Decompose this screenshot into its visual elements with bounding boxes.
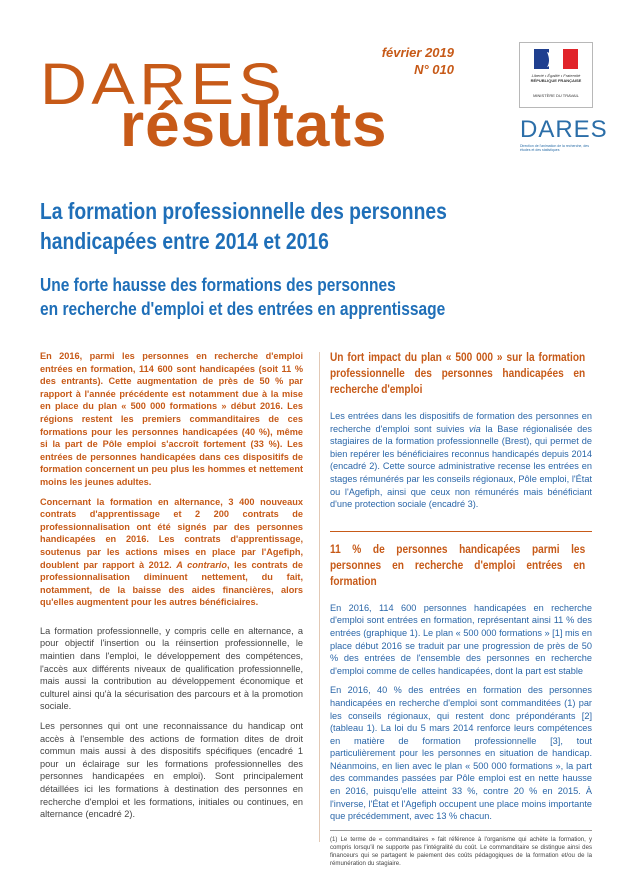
dares-logo <box>520 116 608 152</box>
subtitle-line-1: Une forte hausse des formations des personnes <box>40 274 396 295</box>
issue-number: N° 010 <box>414 62 454 77</box>
right-column <box>330 350 592 868</box>
body-paragraph-2: Les personnes qui ont une reconnaissance du handicap ont accès à l'ensemble des actions de formation dites de droit commun mais aussi à des dispositifs spécifiques (encadré 1 pour un éclairage sur les formations professionnelles des personnes handicapées en emploi). Sont principalement détaillées ici les formations à destination des personnes en recherche d'emploi et les formations, initiales ou continues, en alternance (encadré 2). <box>40 721 303 820</box>
section-2-heading: 11 % de personnes handicapées parmi les personnes en recherche d'emploi entrées en formation <box>330 543 586 588</box>
column-divider <box>319 352 320 842</box>
title-line-2: handicapées entre 2014 et 2016 <box>40 228 329 254</box>
title-line-1: La formation professionnelle des personnes <box>40 198 447 224</box>
republic-text: Liberté • Égalité • Fraternité RÉPUBLIQUE FRANÇAISE <box>530 73 582 83</box>
section-1-paragraph: Les entrées dans les dispositifs de formation des personnes en recherche d'emploi sont suivies via la Base régionalisée des stagiaires de la formation professionnelle (Brest), qui permet de bien repérer les bénéficiaires reconnus handicapés depuis 2014 (encadré 2). Cette source administrative recense les entrées en stages rémunérés par les conseils régionaux, Pôle emploi, l'État ou l'Agefiph, ainsi que ceux non rémunérés mais bénéficiant d'une protection sociale (encadré 3). <box>330 411 592 510</box>
section-1-heading: Un fort impact du plan « 500 000 » sur la formation professionnelle des personnes handicapées en recherche d'emploi <box>330 352 586 396</box>
issue-date: février 2019 <box>381 45 454 60</box>
dares-logo-subtitle: Direction de l'animation de la recherche, des études et des statistiques <box>520 144 589 152</box>
footnote-rule <box>330 830 592 831</box>
ministry-logo <box>519 42 593 108</box>
left-column <box>40 350 303 828</box>
ministry-name: MINISTÈRE DU TRAVAIL <box>533 93 579 98</box>
page-subtitle <box>40 273 510 321</box>
marianne-flag-icon <box>534 49 578 69</box>
body-paragraph-1: La formation professionnelle, y compris celle en alternance, a pour objectif l'insertion ou la réinsertion professionnelle, le maintien dans l'emploi, le développement des compétences, l'accès aux différents niveaux de qualification professionnelle, mais aussi la contribution au développement économique et culturel ainsi qu'à la sécurisation des parcours et à la promotion sociale. <box>40 625 303 712</box>
dares-logo-word: DARES <box>520 116 608 143</box>
section-divider <box>330 531 592 532</box>
resultats-brand-wordmark: résultats <box>120 91 388 160</box>
lead-paragraph-1: En 2016, parmi les personnes en recherche d'emploi entrées en formation, 114 600 sont handicapées (soit 11 % des entrants). Cette augmentation de près de 50 % par rapport à l'année précédente est notamment due à la mise en place du plan « 500 000 formations » début 2016. Les régions restent les premiers commanditaires de ces formations pour les personnes handicapées (40 %), même si la part de Pôle emploi s'accroît fortement (33 %). Les entrées de personnes handicapées dans ces dispositifs de formation concernent un peu plus les hommes et nettement moins les jeunes adultes. <box>40 351 303 487</box>
issue-info <box>370 44 454 78</box>
dares-brand-wordmark: DARES <box>40 52 287 117</box>
section-2-paragraph-1: En 2016, 114 600 personnes handicapées en recherche d'emploi sont entrées en formation, représentant ainsi 11 % des entrées (graphique 1). Le plan « 500 000 formations » [1] mis en place début 2016 se traduit par une progression de près de 50 % des entrées de l'ensemble des personnes en recherche d'emploi comme de celles handicapées, dont la part est stable <box>330 602 593 676</box>
subtitle-line-2: en recherche d'emploi et des entrées en apprentissage <box>40 298 446 319</box>
footnote: (1) Le terme de « commanditaires » fait référence à l'organisme qui achète la formation, y compris lorsqu'il ne supporte pas l'intégralité du coût. Le commanditaire se distingue ainsi des financeurs qui se partagent le paiement des coûts pédagogiques de la formation et/ou de la rémunération du stagiaire. <box>330 835 592 867</box>
page-title <box>40 196 477 256</box>
lead-paragraph-2: Concernant la formation en alternance, 3 400 nouveaux contrats d'apprentissage et 2 200 contrats de professionnalisation ont été signés par des personnes handicapées en 2016. Les contrats d'apprentissage, soutenus par les actions mises en place par l'Agefiph, doublent par rapport à 2012. A contrario, les contrats de professionnalisation diminuent nettement, du fait, notamment, de la baisse des aides financières, alors qu'elles augmentent pour les autres bénéficiaires. <box>40 496 303 608</box>
section-2-paragraph-2: En 2016, 40 % des entrées en formation des personnes handicapées en recherche d'emploi sont commanditées (1) par les conseils régionaux, qui restent donc prépondérants [2] (tableau 1). La loi du 5 mars 2014 renforce leurs compétences en matière de formation professionnelle [3], tout particulièrement pour les personnes en situation de handicap. Néanmoins, en lien avec le plan « 500 000 formations », la part des commandes passées par Pôle emploi est en nette hausse en 2016, puisqu'elle atteint 33 %, contre 20 % en 2015. À l'inverse, l'État et l'Agefiph occupent une place moins importante que précédemment, avec 13 % chacun. <box>330 685 592 822</box>
